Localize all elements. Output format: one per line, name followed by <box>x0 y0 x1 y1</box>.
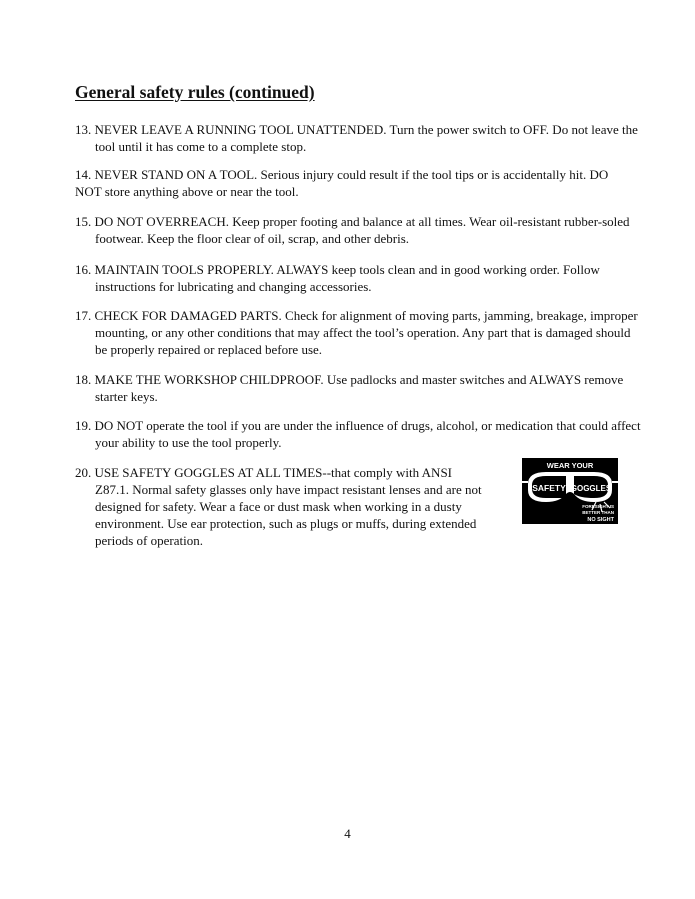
badge-caption-line-1: FORESIGHT IS <box>582 504 614 509</box>
badge-safety-word: SAFETY <box>532 483 566 493</box>
rule-16: 16. MAINTAIN TOOLS PROPERLY. ALWAYS keep tools clean and in good working order. Follow instructions for lubricating and changing accessories. <box>75 262 600 294</box>
badge-top-text: WEAR YOUR <box>546 461 594 470</box>
rule-20: 20. USE SAFETY GOGGLES AT ALL TIMES--that comply with ANSI Z87.1. Normal safety glasses only have impact resistant lenses and are not designed for safety. Wear a face or dust mask when working in a dusty environment. Use ear protection, such as plugs or muffs, during extended periods of operation. <box>75 465 482 548</box>
rule-15: 15. DO NOT OVERREACH. Keep proper footing and balance at all times. Wear oil-resistant rubber-soled footwear. Keep the floor clear of oil, scrap, and other debris. <box>75 214 630 246</box>
rule-17: 17. CHECK FOR DAMAGED PARTS. Check for alignment of moving parts, jamming, breakage, improper mounting, or any other conditions that may affect the tool’s operation. Any part that is damaged should be properly repaired or replaced before use. <box>75 308 638 357</box>
rule-14: 14. NEVER STAND ON A TOOL. Serious injury could result if the tool tips or is accidentally hit. DO NOT store anything above or near the tool. <box>75 167 609 199</box>
badge-caption-line-3: NO SIGHT <box>587 517 614 523</box>
rule-18: 18. MAKE THE WORKSHOP CHILDPROOF. Use padlocks and master switches and ALWAYS remove starter keys. <box>75 372 624 404</box>
badge-caption-line-2: BETTER THAN <box>582 510 614 515</box>
safety-goggles-badge <box>522 458 618 524</box>
badge-goggles-word: GOGGLES <box>570 484 612 493</box>
rule-13: 13. NEVER LEAVE A RUNNING TOOL UNATTENDED. Turn the power switch to OFF. Do not leave the tool until it has come to a complete stop. <box>75 122 638 154</box>
page-number: 4 <box>344 826 351 841</box>
page-title: General safety rules (continued) <box>75 82 315 102</box>
rule-19: 19. DO NOT operate the tool if you are under the influence of drugs, alcohol, or medication that could affect your ability to use the tool properly. <box>75 418 641 450</box>
